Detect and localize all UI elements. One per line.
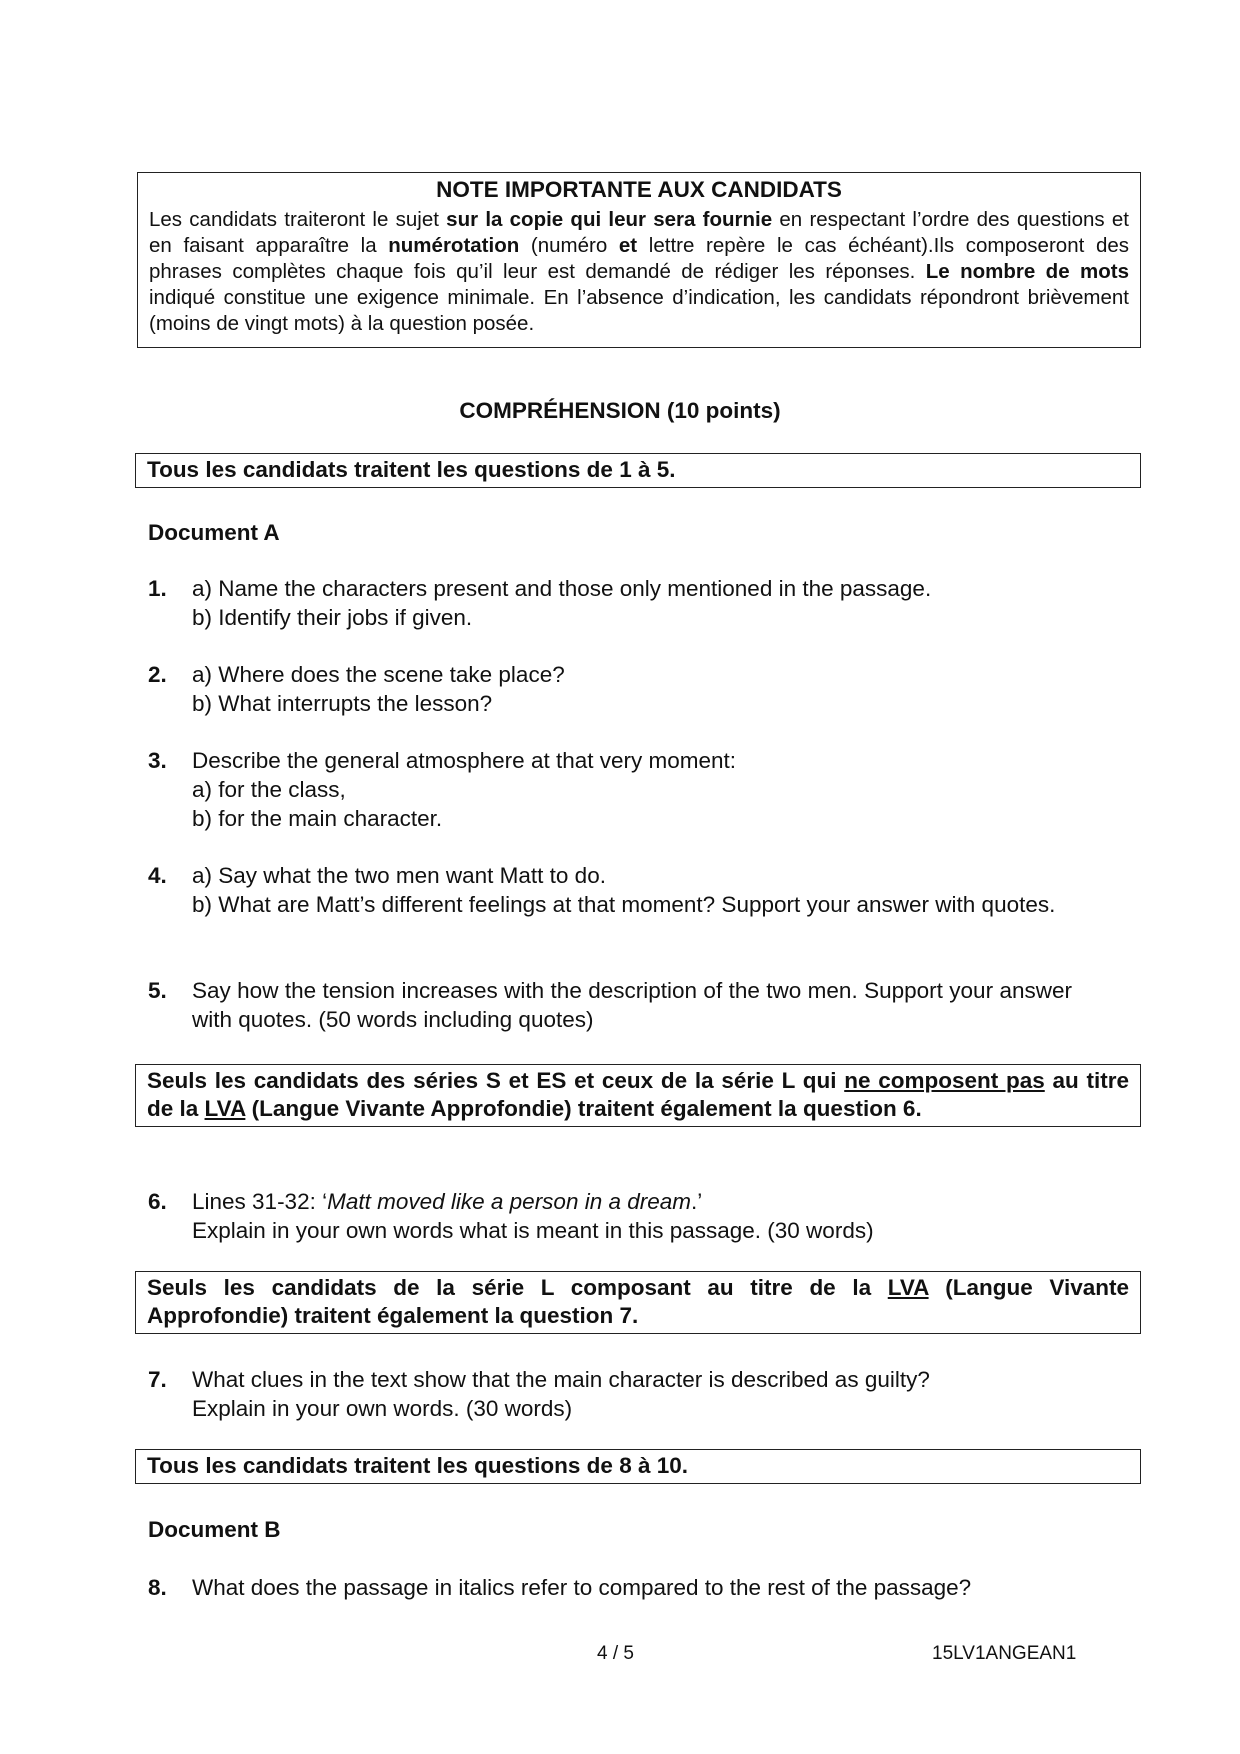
instruction-question-7 [135, 1271, 1141, 1334]
question-1 [148, 574, 1108, 632]
instruction-text: (Langue Vivante Approfondie) traitent également la question 7. [147, 1275, 1129, 1328]
instruction-all-1-5: Tous les candidats traitent les questions de 1 à 5. [135, 453, 1141, 488]
document-a-label: Document A [148, 520, 280, 545]
question-line: Describe the general atmosphere at that very moment: [192, 748, 737, 773]
question-line: b) What interrupts the lesson? [192, 691, 493, 716]
note-bold: et [618, 234, 638, 257]
question-line: a) for the class, [192, 777, 346, 802]
question-line: b) for the main character. [192, 806, 443, 831]
question-7 [148, 1365, 1108, 1423]
exam-code: 15LV1ANGEAN1 [932, 1643, 1077, 1664]
question-line: b) What are Matt’s different feelings at that moment? Support your answer with quotes. [192, 892, 1056, 917]
instruction-text: Seuls les candidats des séries S et ES et ceux de la série L qui [147, 1068, 845, 1093]
question-4 [148, 861, 1108, 919]
note-bold: sur la copie qui leur sera fournie [446, 208, 773, 231]
note-text: lettre repère le cas échéant).Ils composeront des phrases complètes chaque fois qu’il leur est demandé de rédiger les réponses. [149, 234, 1130, 283]
question-number: 8. [148, 1575, 167, 1600]
question-line: b) Identify their jobs if given. [192, 605, 473, 630]
note-title: NOTE IMPORTANTE AUX CANDIDATS [436, 177, 842, 202]
quote-prefix: Lines 31-32: ‘ [192, 1189, 328, 1214]
instruction-underlined: LVA [887, 1275, 929, 1300]
quote-italic: Matt moved like a person in a dream [327, 1189, 692, 1214]
instruction-text: Seuls les candidats de la série L composant au titre de la [147, 1275, 888, 1300]
instruction-text: au titre de la [147, 1068, 1129, 1121]
note-bold: Le nombre de mots [925, 260, 1129, 283]
question-line: Say how the tension increases with the description of the two men. Support your answer with quotes. (50 words including quotes) [192, 978, 1072, 1032]
question-5 [148, 976, 1108, 1034]
instruction-all-8-10: Tous les candidats traitent les questions de 8 à 10. [135, 1449, 1141, 1484]
instruction-underlined: ne composent pas [844, 1068, 1045, 1093]
instruction-question-6 [135, 1064, 1141, 1127]
page-number: 4 / 5 [597, 1643, 634, 1664]
note-text: indiqué constitue une exigence minimale. En l’absence d’indication, les candidats répondront brièvement (moins de vingt mots) à la question posée. [149, 286, 1129, 335]
question-line: a) Say what the two men want Matt to do. [192, 863, 606, 888]
quote-suffix: .’ [691, 1189, 703, 1214]
question-number: 4. [148, 863, 167, 888]
section-title: COMPRÉHENSION (10 points) [459, 398, 781, 423]
question-number: 1. [148, 576, 167, 601]
note-bold: numérotation [388, 234, 520, 257]
question-2 [148, 660, 1108, 718]
note-text: en respectant l’ordre des questions et en faisant apparaître la [149, 208, 1129, 257]
note-text: Les candidats traiteront le sujet [149, 208, 447, 231]
question-8 [148, 1573, 1108, 1602]
question-line: Explain in your own words. (30 words) [192, 1396, 573, 1421]
question-number: 5. [148, 978, 167, 1003]
note-text: (numéro [519, 234, 619, 257]
question-3 [148, 746, 1108, 833]
document-b-label: Document B [148, 1517, 281, 1542]
question-line: What clues in the text show that the main character is described as guilty? [192, 1367, 930, 1392]
note-body [149, 207, 1129, 337]
question-number: 2. [148, 662, 167, 687]
question-line: What does the passage in italics refer to compared to the rest of the passage? [192, 1575, 972, 1600]
instruction-underlined: LVA [204, 1096, 246, 1121]
question-line: a) Name the characters present and those only mentioned in the passage. [192, 576, 932, 601]
question-line: a) Where does the scene take place? [192, 662, 565, 687]
question-number: 3. [148, 748, 167, 773]
question-6 [148, 1187, 1108, 1245]
important-note-box [137, 172, 1141, 348]
question-number: 6. [148, 1189, 167, 1214]
question-number: 7. [148, 1367, 167, 1392]
question-line [192, 1187, 1108, 1216]
question-line: Explain in your own words what is meant in this passage. (30 words) [192, 1218, 874, 1243]
instruction-text: (Langue Vivante Approfondie) traitent également la question 6. [245, 1096, 922, 1121]
